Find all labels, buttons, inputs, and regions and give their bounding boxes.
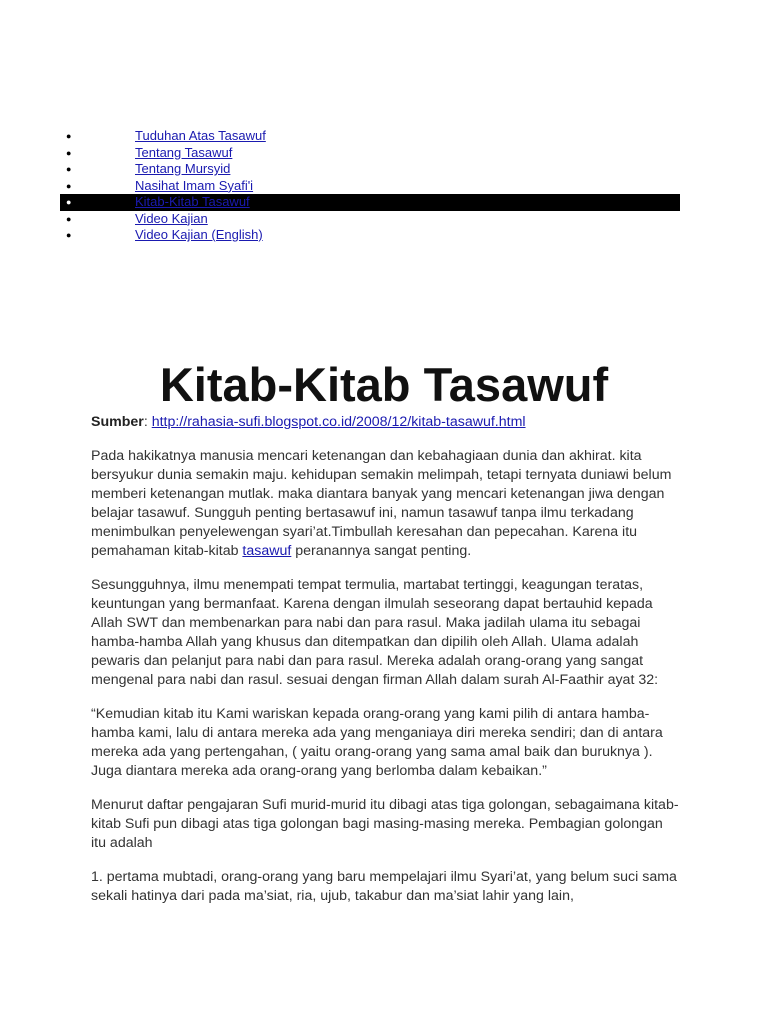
bullet-icon: ● (66, 180, 72, 191)
nav-link-video-kajian[interactable]: Video Kajian (135, 210, 208, 226)
nav-item-video-kajian (60, 211, 680, 228)
paragraph-golongan: Menurut daftar pengajaran Sufi murid-murid itu dibagi atas tiga golongan, sebagaimana kitab-kitab Sufi pun dibagi atas tiga golongan bagi masing-masing mereka. Pembagian golongan itu adalah (91, 797, 679, 851)
paragraph-intro-text: Pada hakikatnya manusia mencari ketenangan dan kebahagiaan dunia dan akhirat. kita bersyukur dunia semakin maju. kehidupan semakin melimpah, tetapi ternyata duniawi belum memberi ketenangan mutlak. maka diantara banyak yang mencari ketenangan jiwa dengan belajar tasawuf. Sungguh penting bertasawuf ini, namun tasawuf tanpa ilmu terkadang menimbulkan penyelewengan syari’at.Timbullah keresahan dan pepecahan. Karena itu pemahaman kitab-kitab (91, 448, 672, 559)
nav-link-tentang-tasawuf[interactable]: Tentang Tasawuf (135, 144, 233, 160)
nav-item-tentang-mursyid (60, 161, 680, 178)
paragraph-intro (91, 447, 681, 561)
nav-link-video-kajian-english[interactable]: Video Kajian (English) (135, 227, 263, 242)
nav-item-tentang-tasawuf (60, 145, 680, 162)
bullet-icon: ● (66, 197, 72, 207)
bullet-icon: ● (66, 213, 72, 224)
nav-item-video-kajian-english (60, 227, 680, 244)
nav-menu (60, 128, 680, 244)
paragraph-mubtadi: 1. pertama mubtadi, orang-orang yang baru mempelajari ilmu Syari’at, yang belum suci sama sekali hatinya dari pada ma’siat, ria, ujub, takabur dan ma’siat lahir yang lain, (91, 869, 677, 904)
nav-link-kitab-kitab-tasawuf[interactable]: Kitab-Kitab Tasawuf (135, 194, 250, 209)
tasawuf-link[interactable]: tasawuf (242, 543, 292, 559)
bullet-icon: ● (66, 147, 72, 158)
paragraph-quote: “Kemudian kitab itu Kami wariskan kepada orang-orang yang kami pilih di antara hamba-hamba kami, lalu di antara mereka ada yang menganiaya diri mereka sendiri; dan di antara mereka ada yang pertengahan, ( yaitu orang-orang yang sama amal baik dan buruknya ). Juga diantara mereka ada orang-orang yang berlomba dalam kebaikan.” (91, 706, 663, 779)
bullet-icon: ● (66, 230, 72, 240)
nav-item-nasihat-imam-syafii (60, 178, 680, 195)
nav-link-tuduhan-atas-tasawuf[interactable]: Tuduhan Atas Tasawuf (135, 128, 266, 143)
paragraph-ilmu: Sesungguhnya, ilmu menempati tempat termulia, martabat tertinggi, keagungan teratas, keuntungan yang bermanfaat. Karena dengan ilmulah seseorang dapat bertauhid kepada Allah SWT dan membenarkan para nabi dan para rasul. Maka jadilah ulama itu sebagai hamba-hamba Allah yang khusus dan ditempatkan dan dipilih oleh Allah. Ulama adalah pewaris dan pelanjut para nabi dan para rasul. Mereka adalah orang-orang yang sangat mengenal para nabi dan rasul. sesuai dengan firman Allah dalam surah Al-Faathir ayat 32: (91, 577, 659, 688)
bullet-icon: ● (66, 164, 72, 174)
nav-item-tuduhan-atas-tasawuf (60, 128, 680, 145)
source-line (91, 413, 681, 432)
paragraph-intro-tail: peranannya sangat penting. (291, 543, 472, 559)
bullet-icon: ● (66, 131, 72, 141)
source-label: Sumber (91, 414, 144, 430)
source-separator: : (143, 414, 152, 430)
article-body (91, 413, 681, 921)
page-title: Kitab-Kitab Tasawuf (159, 358, 609, 411)
nav-link-tentang-mursyid[interactable]: Tentang Mursyid (135, 161, 231, 176)
source-link[interactable]: http://rahasia-sufi.blogspot.co.id/2008/12/kitab-tasawuf.html (151, 414, 526, 430)
nav-link-nasihat-imam-syafii[interactable]: Nasihat Imam Syafi'i (135, 177, 254, 193)
nav-item-kitab-kitab-tasawuf (60, 194, 680, 211)
